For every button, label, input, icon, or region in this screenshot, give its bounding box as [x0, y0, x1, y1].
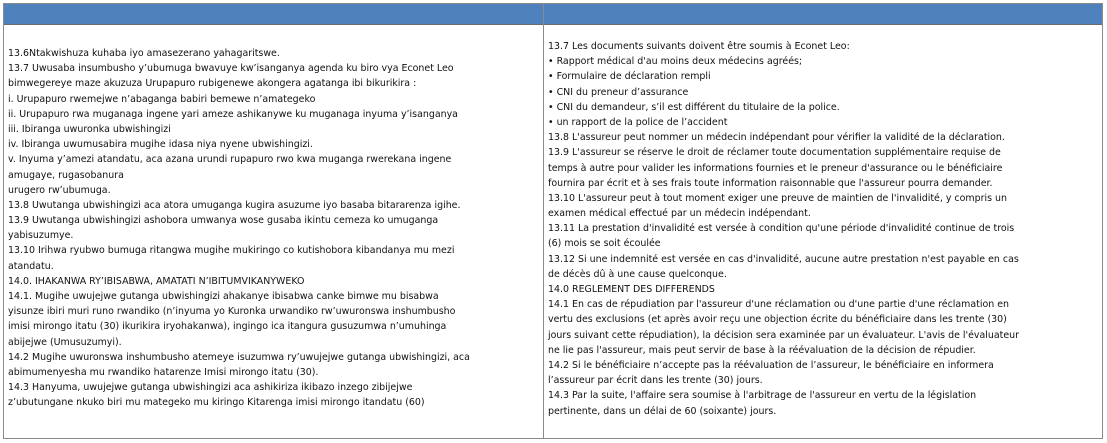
text-line: iii. Ibiranga uwuronka ubwishingizi [8, 123, 171, 135]
text-line: 14.3 Par la suite, l'affaire sera soumise à l'arbitrage de l'assureur en vertu de la législation [548, 390, 977, 402]
text-line: examen médical effectué par un médecin indépendant. [548, 208, 811, 220]
text-line: abimumenyesha mu rwandiko hatarenze Imisi mirongo itatu (30). [8, 366, 319, 378]
text-line: 14.0 REGLEMENT DES DIFFERENDS [548, 284, 715, 295]
left-column-header [4, 4, 543, 25]
text-line: urugero rw’ubumuga. [8, 184, 111, 196]
text-line: 13.10 Irihwa ryubwo bumuga ritangwa mugihe mukiringo co kutishobora kibandanya mu mezi [8, 245, 455, 257]
text-line: • CNI du demandeur, s’il est différent du titulaire de la police. [548, 101, 840, 113]
text-line: (6) mois se soit écoulée [548, 238, 661, 250]
text-line: i. Urupapuro rwemejwe n’abaganga babiri bemewe n’amategeko [8, 93, 316, 105]
left-column-body [4, 46, 543, 411]
text-line: fournira par écrit et à ses frais toute information raisonnable que l'assureur pourra demander. [548, 177, 993, 189]
text-line: atandatu. [8, 260, 54, 272]
text-line: 13.8 L'assureur peut nommer un médecin indépendant pour vérifier la validité de la déclaration. [548, 132, 1005, 144]
text-line: 14.3 Hanyuma, uwujejwe gutanga ubwishingizi aca ashikiriza ikibazo inzego zibijejwe [8, 382, 413, 394]
text-line: z’ubutungane nkuko biri mu mategeko mu kiringo Kitarenga imisi mirongo itandatu (60) [8, 397, 425, 409]
text-line: yisunze ibiri muri runo rwandiko (n’inyuma yo Kuronka urwandiko rw’uwuronswa inshumbusho [8, 306, 456, 318]
text-line: 14.0. IHAKANWA RY’IBISABWA, AMATATI N’IBITUMVIKANYWEKO [8, 275, 305, 287]
text-line: l’assureur par écrit dans les trente (30) jours. [548, 375, 763, 387]
text-line: ne lie pas l'assureur, mais peut servir de base à la réévaluation de la décision de répudier. [548, 344, 976, 356]
text-line: • un rapport de la police de l’accident [548, 116, 728, 128]
text-line: pertinente, dans un délai de 60 (soixante) jours. [548, 405, 777, 417]
text-line: 13.6Ntakwishuza kuhaba iyo amasezerano yahagaritswe. [8, 48, 280, 59]
text-line: 13.12 Si une indemnité est versée en cas d'invalidité, aucune autre prestation n'est payable en cas [548, 253, 1019, 265]
text-line: 13.7 Les documents suivants doivent être soumis à Econet Leo: [548, 41, 850, 52]
text-line: iv. Ibiranga uwumusabira mugihe idasa niya nyene ubwishingizi. [8, 139, 313, 151]
text-line: yabisuzumye. [8, 230, 74, 242]
text-line: v. Inyuma y’amezi atandatu, aca azana urundi rupapuro rwo kwa muganga rwerekana ingene [8, 154, 452, 166]
text-line: 13.11 La prestation d'invalidité est versée à condition qu'une période d'invalidité continue de trois [548, 223, 1015, 235]
text-line: imisi mirongo itatu (30) ikurikira iryohakanwa), ingingo ica itangura gusuzumwa n’umuhinga [8, 321, 447, 333]
right-column-body [544, 39, 1102, 419]
text-line: 14.1. Mugihe uwujejwe gutanga ubwishingizi ahakanye ibisabwa canke bimwe mu bisabwa [8, 291, 439, 302]
text-line: temps à autre pour valider les informations fournies et le preneur d'assurance ou le bénéficiaire [548, 162, 1003, 174]
text-line: ii. Urupapuro rwa muganaga ingene yari ameze ashikanywe ku muganaga inyuma y’isanganya [8, 108, 458, 120]
text-line: 13.9 Uwutanga ubwishingizi ashobora umwanya wose gusaba ikintu cemeza ko umuganga [8, 215, 439, 227]
text-line: 13.9 L'assureur se réserve le droit de réclamer toute documentation supplémentaire requise de [548, 147, 1001, 159]
text-line: 14.1 En cas de répudiation par l'assureur d'une réclamation ou d'une partie d'une réclamation en [548, 299, 1010, 311]
text-line: vertu des exclusions (et après avoir reçu une objection écrite du bénéficiaire dans les trente (30) [548, 314, 1007, 326]
text-line: bimwegereye maze akuzuza Urupapuro rubigenewe akongera agatanga ibi bikurikira : [8, 78, 417, 90]
text-line: • CNI du preneur d’assurance [548, 86, 689, 98]
text-line: amugaye, rugasobanura [8, 169, 124, 181]
right-column-french [544, 4, 1102, 438]
text-line: 14.2 Si le bénéficiaire n’accepte pas la réévaluation de l’assureur, le bénéficiaire en informera [548, 359, 994, 371]
text-line: jours suivant cette répudiation), la décision sera examinée par un évaluateur. L'avis de l'évaluateur [548, 329, 1020, 341]
text-line: abijejwe (Umusuzumyi). [8, 336, 122, 348]
document-table [3, 3, 1103, 439]
left-column-kirundi [4, 4, 544, 438]
text-line: 13.7 Uwusaba insumbusho y’ubumuga bwavuye kw’isanganya agenda ku biro vya Econet Leo [8, 63, 454, 75]
text-line: de décès dû à une cause quelconque. [548, 268, 727, 280]
text-line: • Formulaire de déclaration rempli [548, 71, 711, 83]
text-line: 13.10 L'assureur peut à tout moment exiger une preuve de maintien de l'invalidité, y compris un [548, 192, 1007, 204]
text-line: • Rapport médical d'au moins deux médecins agréés; [548, 56, 803, 68]
text-line: 13.8 Uwutanga ubwishingizi aca atora umuganga kugira asuzume iyo basaba bitararenza igihe. [8, 199, 461, 211]
text-line: 14.2 Mugihe uwuronswa inshumbusho atemeye isuzumwa ry’uwujejwe gutanga ubwishingizi, aca [8, 351, 470, 363]
right-column-header [544, 4, 1102, 25]
